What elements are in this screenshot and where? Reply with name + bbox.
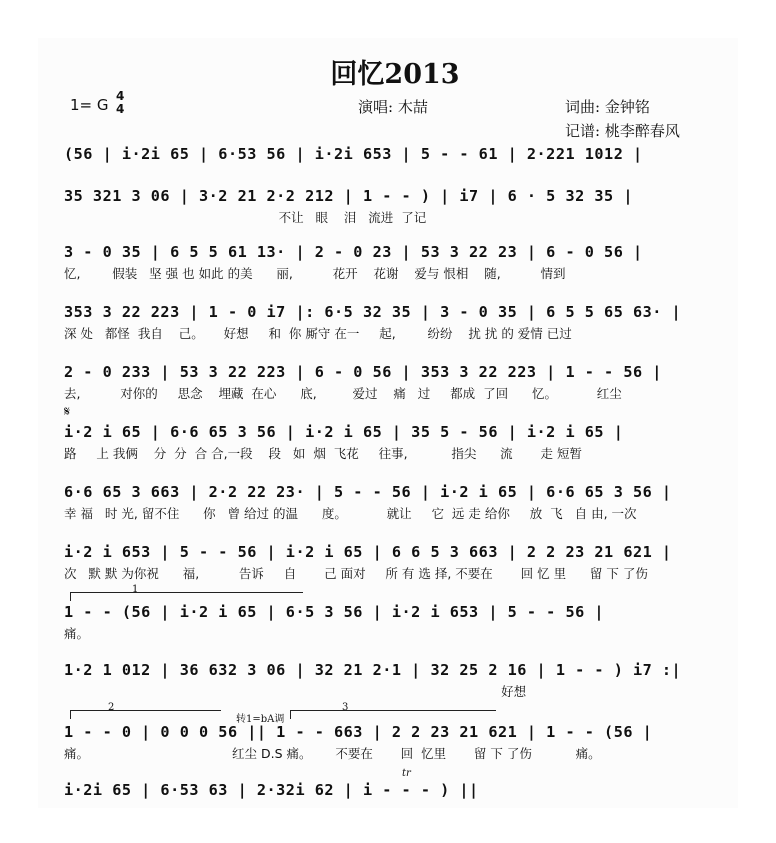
lyrics: 好想 [64, 684, 527, 699]
song-title: 回忆2013 [330, 59, 460, 90]
lyrics: 幸 福 时 光, 留不住 你 曾 给过 的温 度。 就让 它 远 走 给你 放 飞 自 由, 一次 [64, 506, 637, 521]
notation: i·2 i 65 | 6·6 65 3 56 | i·2 i 65 | 35 5 - 56 | i·2 i 65 | [64, 423, 624, 441]
volta-bracket-1 [70, 592, 303, 601]
time-signature-bottom: 4 [116, 102, 125, 116]
notation: 353 3 22 223 | 1 - 0 i7 |: 6·5 32 35 | 3 - 0 35 | 6 5 5 65 63· | [64, 303, 682, 321]
lyrics: 深 处 都怪 我自 己。 好想 和 你 厮守 在一 起, 纷纷 扰 扰 的 爱情 已过 [64, 326, 572, 341]
trill-marker: tr [402, 768, 411, 779]
key-signature: 1= G [70, 96, 109, 114]
volta-bracket-3 [290, 710, 496, 719]
volta-number-2: 2 [108, 702, 115, 713]
lyrics: 忆, 假装 坚 强 也 如此 的美 丽, 花开 花谢 爱与 恨相 随, 情到 [64, 266, 566, 281]
notation: 1·2 1 012 | 36 632 3 06 | 32 21 2·1 | 32 25 2 16 | 1 - - ) i7 :| [64, 661, 682, 679]
lyrics: 去, 对你的 思念 埋藏 在心 底, 爱过 痛 过 都成 了回 忆。 红尘 [64, 386, 622, 401]
notation: 2 - 0 233 | 53 3 22 223 | 6 - 0 56 | 353 3 22 223 | 1 - - 56 | [64, 363, 662, 381]
lyrics: 痛。 [64, 626, 90, 641]
notation: 1 - - 0 | 0 0 0 56 || 1 - - 663 | 2 2 23 21 621 | 1 - - (56 | [64, 723, 653, 741]
notation: 35 321 3 06 | 3·2 21 2·2 212 | 1 - - ) | i7 | 6 · 5 32 35 | [64, 187, 633, 205]
lyrics: 不让 眼 泪 流进 了记 [64, 210, 427, 225]
volta-number-1: 1 [132, 584, 139, 595]
notation: (56 | i·2i 65 | 6·53 56 | i·2i 653 | 5 - - 61 | 2·221 1012 | [64, 145, 643, 163]
time-signature-top: 4 [116, 89, 125, 103]
notation: i·2i 65 | 6·53 63 | 2·32i 62 | i - - - ) || [64, 781, 479, 799]
time-signature [116, 90, 124, 116]
transcriber: 记谱: 桃李醉春风 [565, 122, 680, 140]
segno-icon: 𝄋 [64, 404, 71, 420]
key-change-note: 转1=bA调 [236, 714, 285, 725]
notation: 3 - 0 35 | 6 5 5 61 13· | 2 - 0 23 | 53 3 22 23 | 6 - 0 56 | [64, 243, 643, 261]
notation: 1 - - (56 | i·2 i 65 | 6·5 3 56 | i·2 i 653 | 5 - - 56 | [64, 603, 605, 621]
volta-bracket-2 [70, 710, 221, 719]
composer: 词曲: 金钟铭 [565, 98, 650, 116]
lyrics: 路 上 我俩 分 分 合 合,一段 段 如 烟 飞花 往事, 指尖 流 走 短暂 [64, 446, 582, 461]
notation: i·2 i 653 | 5 - - 56 | i·2 i 65 | 6 6 5 3 663 | 2 2 23 21 621 | [64, 543, 672, 561]
lyrics: 痛。 红尘 D.S 痛。 不要在 回 忆里 留 下 了伤 痛。 [64, 746, 601, 761]
performer: 演唱: 木喆 [358, 98, 428, 116]
lyrics: 次 默 默 为你祝 福, 告诉 自 己 面对 所 有 选 择, 不要在 回 忆 里 留 下 了伤 [64, 566, 648, 581]
volta-number-3: 3 [342, 702, 349, 713]
notation: 6·6 65 3 663 | 2·2 22 23· | 5 - - 56 | i·2 i 65 | 6·6 65 3 56 | [64, 483, 672, 501]
